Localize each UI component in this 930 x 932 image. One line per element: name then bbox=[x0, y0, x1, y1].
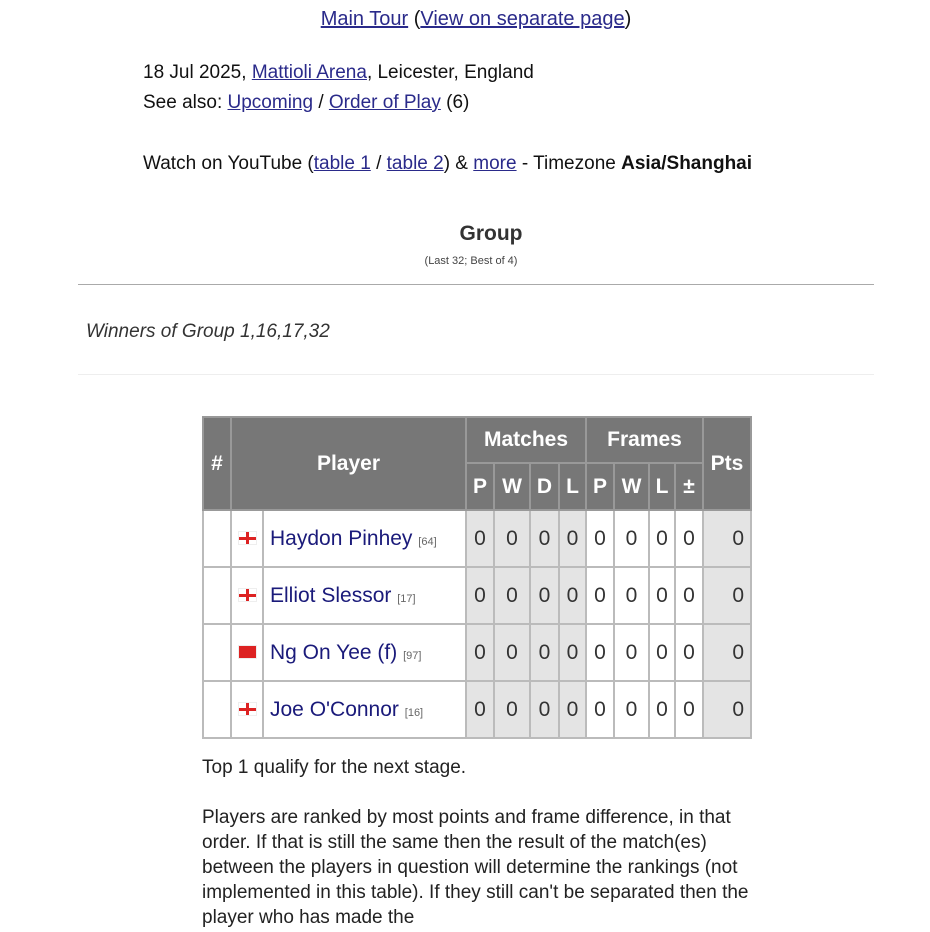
col-player: Player bbox=[231, 417, 466, 510]
stat-cell: 0 bbox=[466, 510, 494, 567]
see-also-label: See also: bbox=[143, 92, 223, 113]
divider bbox=[78, 374, 874, 375]
event-info bbox=[143, 62, 534, 84]
standings-table bbox=[202, 416, 752, 739]
stat-cell: 0 bbox=[530, 624, 559, 681]
group-subtitle: (Last 32; Best of 4) bbox=[424, 255, 518, 267]
stat-cell: 0 bbox=[649, 681, 675, 738]
location: , Leicester, England bbox=[366, 62, 534, 83]
main-tour-link[interactable]: Main Tour bbox=[320, 8, 409, 30]
player-cell bbox=[263, 624, 466, 681]
stat-cell: 0 bbox=[586, 681, 614, 738]
stat-cell: 0 bbox=[494, 681, 530, 738]
table-row bbox=[203, 567, 751, 624]
stat-cell: 0 bbox=[494, 567, 530, 624]
notes bbox=[202, 755, 762, 930]
divider bbox=[78, 284, 874, 285]
col-md: D bbox=[530, 463, 559, 510]
order-count: (6) bbox=[446, 92, 470, 113]
player-rank: [97] bbox=[403, 649, 422, 662]
pts-cell: 0 bbox=[703, 567, 751, 624]
winners-note: Winners of Group 1,16,17,32 bbox=[86, 321, 330, 342]
stat-cell: 0 bbox=[614, 624, 649, 681]
ranking-note: Players are ranked by most points and frame difference, in that order. If that is still the same then the result of the match(es) between the players in question will determine the rankings (not implemented in this table). If they still can't be separated then the player who has made the bbox=[202, 807, 749, 928]
venue-link[interactable]: Mattioli Arena bbox=[251, 62, 367, 83]
stat-cell: 0 bbox=[466, 567, 494, 624]
upcoming-link[interactable]: Upcoming bbox=[227, 92, 314, 113]
col-fp: P bbox=[586, 463, 614, 510]
flag-cell bbox=[231, 567, 263, 624]
hong-kong-flag-icon bbox=[238, 645, 257, 659]
watch-label: Watch on YouTube ( bbox=[143, 153, 314, 174]
see-also: See also: Upcoming / Order of Play (6) bbox=[143, 92, 470, 113]
player-cell bbox=[263, 681, 466, 738]
stat-cell: 0 bbox=[614, 567, 649, 624]
stat-cell: 0 bbox=[530, 681, 559, 738]
stat-cell: 0 bbox=[494, 624, 530, 681]
date: 18 Jul 2025, bbox=[143, 62, 247, 83]
player-cell bbox=[263, 567, 466, 624]
flag-cell bbox=[231, 681, 263, 738]
view-separate-link[interactable]: View on separate page bbox=[420, 8, 625, 30]
england-flag-icon bbox=[238, 588, 257, 602]
col-mp: P bbox=[466, 463, 494, 510]
pts-cell: 0 bbox=[703, 681, 751, 738]
col-ml: L bbox=[559, 463, 586, 510]
col-fdiff: ± bbox=[675, 463, 703, 510]
rank-cell bbox=[203, 681, 231, 738]
player-rank: [16] bbox=[404, 706, 424, 719]
stat-cell: 0 bbox=[559, 681, 586, 738]
player-link[interactable]: Joe O'Connor bbox=[270, 697, 399, 721]
stat-cell: 0 bbox=[530, 510, 559, 567]
england-flag-icon bbox=[238, 531, 257, 545]
stat-cell: 0 bbox=[649, 567, 675, 624]
timezone: Asia/Shanghai bbox=[621, 153, 753, 174]
pts-cell: 0 bbox=[703, 624, 751, 681]
england-flag-icon bbox=[238, 702, 257, 716]
watch-line: Watch on YouTube (table 1 / table 2) & more - Timezone Asia/Shanghai bbox=[143, 153, 753, 174]
col-fl: L bbox=[649, 463, 675, 510]
stat-cell: 0 bbox=[559, 624, 586, 681]
more-link[interactable]: more bbox=[473, 153, 517, 174]
stat-cell: 0 bbox=[530, 567, 559, 624]
stat-cell: 0 bbox=[466, 624, 494, 681]
col-fw: W bbox=[614, 463, 649, 510]
stat-cell: 0 bbox=[559, 567, 586, 624]
flag-cell bbox=[231, 624, 263, 681]
table2-link[interactable]: table 2 bbox=[386, 153, 444, 174]
player-cell bbox=[263, 510, 466, 567]
stat-cell: 0 bbox=[675, 510, 703, 567]
stat-cell: 0 bbox=[494, 510, 530, 567]
col-mw: W bbox=[494, 463, 530, 510]
table-row bbox=[203, 624, 751, 681]
table-row bbox=[203, 510, 751, 567]
col-rank: # bbox=[203, 417, 231, 510]
col-frames: Frames bbox=[586, 417, 703, 463]
group-title: Group bbox=[459, 222, 523, 245]
stat-cell: 0 bbox=[649, 510, 675, 567]
stat-cell: 0 bbox=[614, 510, 649, 567]
pts-cell: 0 bbox=[703, 510, 751, 567]
player-link[interactable]: Ng On Yee (f) bbox=[270, 640, 398, 664]
player-rank: [64] bbox=[418, 535, 437, 548]
stat-cell: 0 bbox=[586, 567, 614, 624]
table1-link[interactable]: table 1 bbox=[313, 153, 371, 174]
player-link[interactable]: Elliot Slessor bbox=[270, 583, 392, 607]
order-of-play-link[interactable]: Order of Play bbox=[328, 92, 441, 113]
qualify-note: Top 1 qualify for the next stage. bbox=[202, 757, 467, 778]
flag-cell bbox=[231, 510, 263, 567]
rank-cell bbox=[203, 624, 231, 681]
player-rank: [17] bbox=[397, 592, 416, 605]
stat-cell: 0 bbox=[586, 510, 614, 567]
rank-cell bbox=[203, 510, 231, 567]
table-row bbox=[203, 681, 751, 738]
player-link[interactable]: Haydon Pinhey bbox=[270, 526, 413, 550]
timezone-label: - Timezone bbox=[521, 153, 616, 174]
stat-cell: 0 bbox=[649, 624, 675, 681]
rank-cell bbox=[203, 567, 231, 624]
stat-cell: 0 bbox=[675, 624, 703, 681]
stat-cell: 0 bbox=[675, 567, 703, 624]
stat-cell: 0 bbox=[466, 681, 494, 738]
tour-links: Main Tour (View on separate page) bbox=[320, 8, 632, 30]
stat-cell: 0 bbox=[614, 681, 649, 738]
col-matches: Matches bbox=[466, 417, 586, 463]
stat-cell: 0 bbox=[559, 510, 586, 567]
stat-cell: 0 bbox=[675, 681, 703, 738]
stat-cell: 0 bbox=[586, 624, 614, 681]
col-pts: Pts bbox=[703, 417, 751, 510]
